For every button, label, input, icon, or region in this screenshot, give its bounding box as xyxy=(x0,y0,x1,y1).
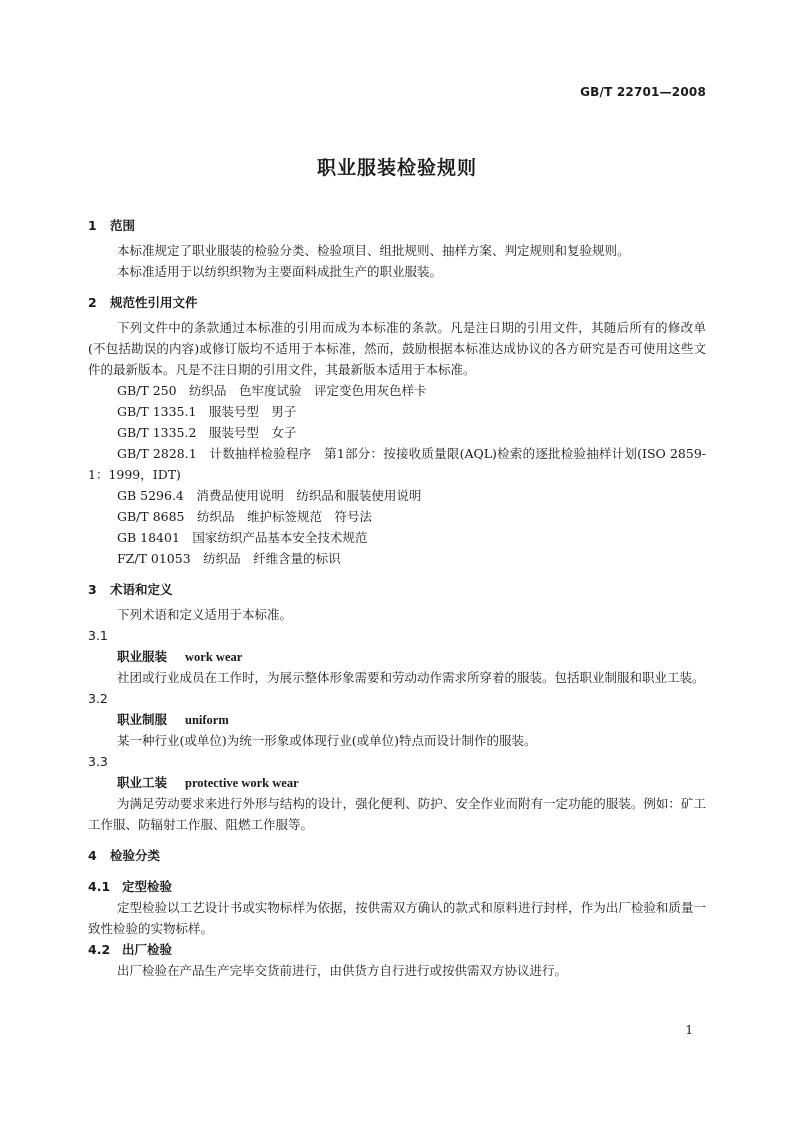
section-number: 2 xyxy=(88,295,97,310)
reference-item: FZ/T 01053 纺织品 纤维含量的标识 xyxy=(117,551,341,566)
term-en: protective work wear xyxy=(185,776,299,790)
section-heading xyxy=(88,215,706,236)
reference-item: GB/T 2828.1 计数抽样检验程序 第1部分：按接收质量限(AQL)检索的逐批检验抽样计划(ISO 2859-1：1999，IDT) xyxy=(88,446,706,482)
term-cn: 职业制服 xyxy=(117,712,168,727)
subsection-number: 4.1 xyxy=(88,879,111,894)
term-en: work wear xyxy=(185,650,243,664)
subsection-title: 出厂检验 xyxy=(122,942,173,957)
paragraph: 出厂检验在产品生产完毕交货前进行，由供货方自行进行或按供需双方协议进行。 xyxy=(117,963,568,978)
section-number: 3 xyxy=(88,582,97,597)
subsection-title: 定型检验 xyxy=(122,879,173,894)
document-title: 职业服装检验规则 xyxy=(316,157,477,179)
paragraph: 下列术语和定义适用于本标准。 xyxy=(117,607,293,622)
section-title: 范围 xyxy=(110,218,136,233)
term-definition: 社团或行业成员在工作时，为展示整体形象需要和劳动动作需求所穿着的服装。包括职业制服和职业工装。 xyxy=(117,670,705,685)
paragraph: 定型检验以工艺设计书或实物标样为依据，按供需双方确认的款式和原料进行封样，作为出厂检验和质量一致性检验的实物标样。 xyxy=(88,900,706,936)
paragraph: 下列文件中的条款通过本标准的引用而成为本标准的条款。凡是注日期的引用文件，其随后所有的修改单(不包括勘误的内容)或修订版均不适用于本标准，然而，鼓励根据本标准达成协议的各方研究是否可使用这些文件的最新版本。凡是不注日期的引用文件，其最新版本适用于本标准。 xyxy=(88,320,706,377)
term-number: 3.3 xyxy=(88,754,108,769)
term-cn: 职业服装 xyxy=(117,649,168,664)
section-heading xyxy=(88,292,706,313)
section-title: 规范性引用文件 xyxy=(110,295,198,310)
subsection-heading xyxy=(88,876,706,897)
term-definition: 某一种行业(或单位)为统一形象或体现行业(或单位)特点而设计制作的服装。 xyxy=(117,733,537,748)
term-heading xyxy=(88,709,706,730)
section-heading xyxy=(88,579,706,600)
standard-number: GB/T 22701—2008 xyxy=(580,85,706,99)
reference-item: GB/T 1335.1 服装号型 男子 xyxy=(117,404,297,419)
section-title: 检验分类 xyxy=(110,848,161,863)
paragraph: 本标准规定了职业服装的检验分类、检验项目、组批规则、抽样方案、判定规则和复验规则。 xyxy=(117,243,630,258)
section-number: 1 xyxy=(88,218,97,233)
section-title: 术语和定义 xyxy=(110,582,173,597)
reference-item: GB/T 1335.2 服装号型 女子 xyxy=(117,425,297,440)
paragraph: 本标准适用于以纺织织物为主要面料成批生产的职业服装。 xyxy=(117,264,443,279)
reference-item: GB/T 250 纺织品 色牢度试验 评定变色用灰色样卡 xyxy=(117,383,427,398)
term-heading xyxy=(88,646,706,667)
section-heading xyxy=(88,845,706,866)
reference-item: GB 5296.4 消费品使用说明 纺织品和服装使用说明 xyxy=(117,488,422,503)
term-heading xyxy=(88,772,706,793)
document-body xyxy=(88,211,706,981)
reference-item: GB 18401 国家纺织产品基本安全技术规范 xyxy=(117,530,368,545)
section-number: 4 xyxy=(88,848,97,863)
term-en: uniform xyxy=(185,713,229,727)
subsection-number: 4.2 xyxy=(88,942,111,957)
page-number: 1 xyxy=(685,1023,693,1037)
term-cn: 职业工装 xyxy=(117,775,168,790)
term-number: 3.2 xyxy=(88,691,108,706)
reference-item: GB/T 8685 纺织品 维护标签规范 符号法 xyxy=(117,509,373,524)
term-number: 3.1 xyxy=(88,628,108,643)
subsection-heading xyxy=(88,939,706,960)
term-definition: 为满足劳动要求来进行外形与结构的设计，强化便利、防护、安全作业而附有一定功能的服装。例如：矿工工作服、防辐射工作服、阻燃工作服等。 xyxy=(88,796,706,832)
